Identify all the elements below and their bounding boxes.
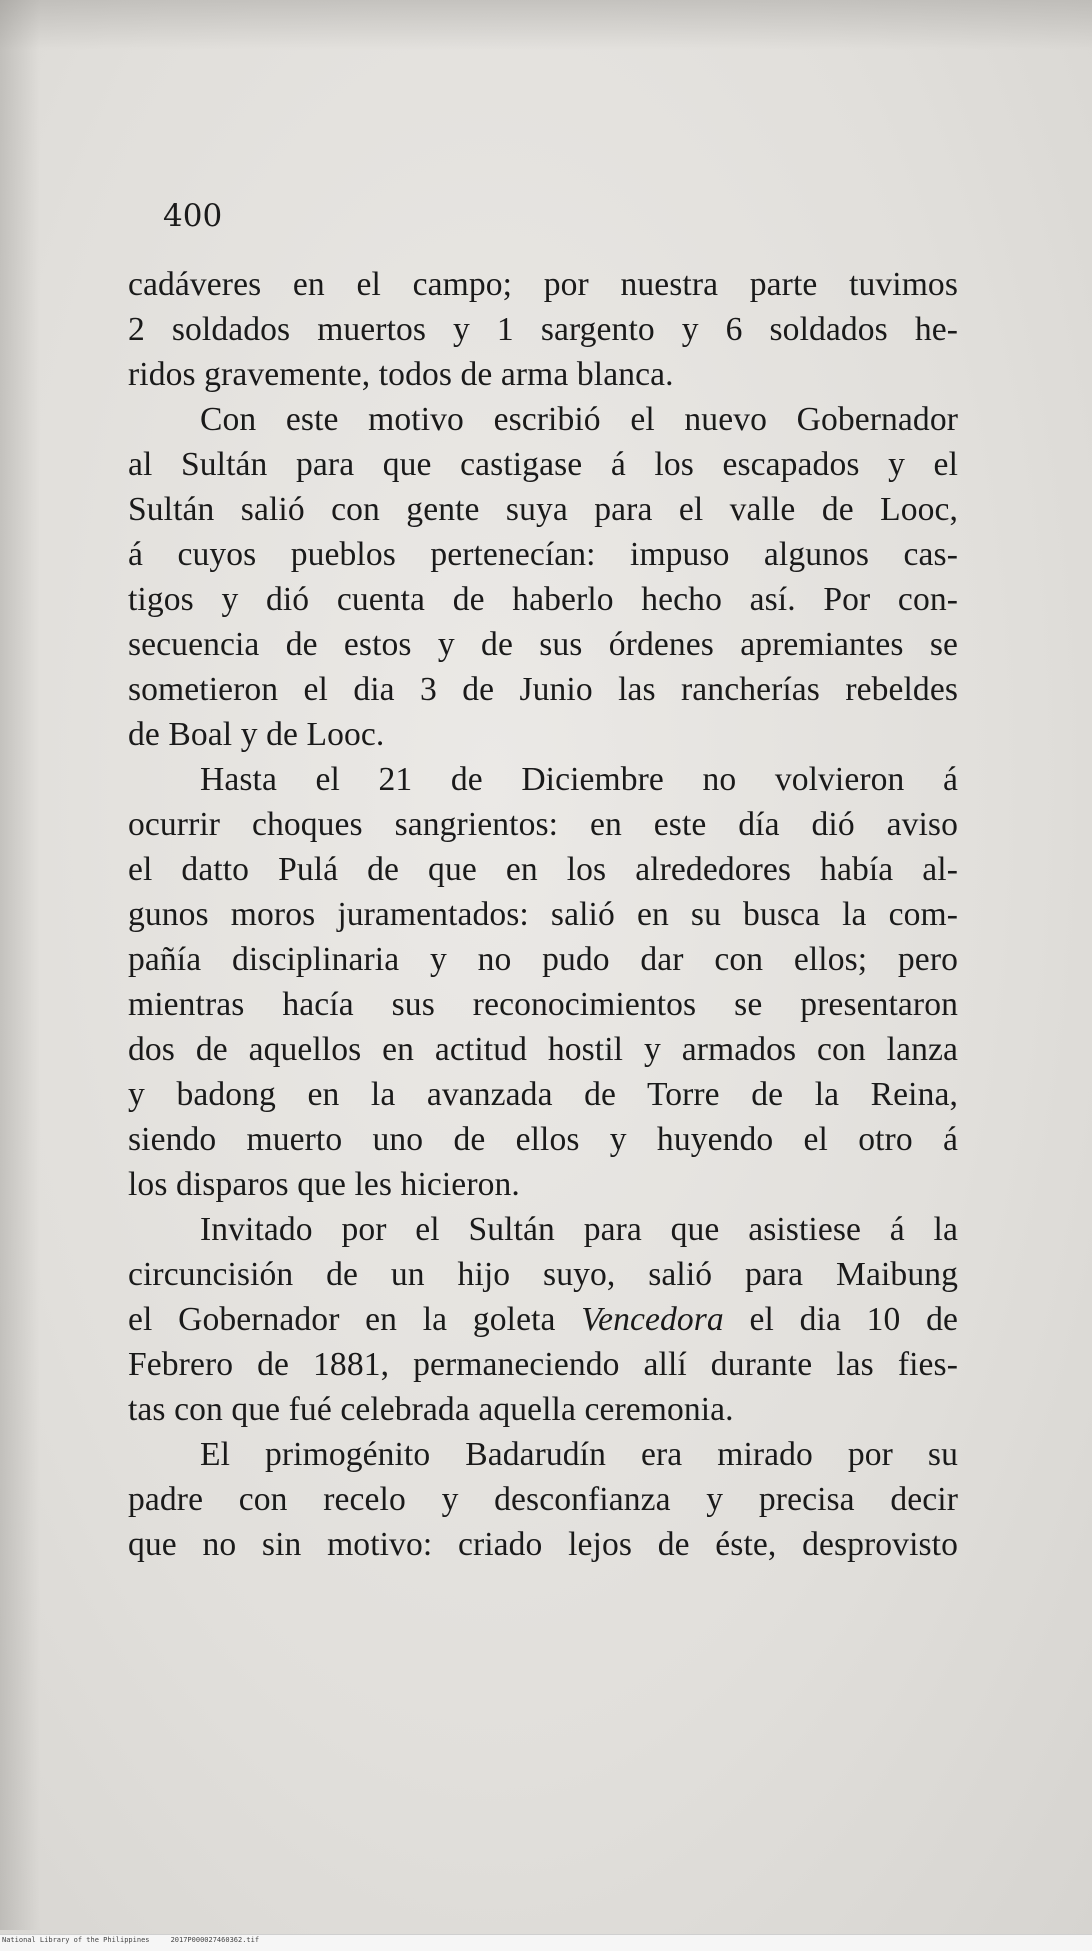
text-line: cadáveres en el campo; por nuestra parte tuvimos	[128, 266, 958, 303]
scan-gutter-shadow	[0, 0, 40, 1930]
text-line: ridos gravemente, todos de arma blanca.	[128, 356, 674, 393]
text-line: El primogénito Badarudín era mirado por su	[200, 1436, 958, 1473]
text-line: mientras hacía sus reconocimientos se presentaron	[128, 986, 958, 1023]
text-line: sometieron el dia 3 de Junio las rancherías rebeldes	[128, 671, 958, 708]
text-line: circuncisión de un hijo suyo, salió para Maibung	[128, 1256, 958, 1293]
page-number: 400	[163, 198, 223, 234]
text-line: que no sin motivo: criado lejos de éste, desprovisto	[128, 1526, 958, 1563]
text-line: dos de aquellos en actitud hostil y armados con lanza	[128, 1031, 958, 1068]
text-line: pañía disciplinaria y no pudo dar con ellos; pero	[128, 941, 958, 978]
text-line: al Sultán para que castigase á los escapados y el	[128, 446, 958, 483]
body-text	[128, 262, 958, 1567]
text-line: Invitado por el Sultán para que asistiese á la	[200, 1211, 958, 1248]
text-line: gunos moros juramentados: salió en su busca la com-	[128, 896, 958, 933]
text-line: padre con recelo y desconfianza y precisa decir	[128, 1481, 958, 1518]
text-line: de Boal y de Looc.	[128, 716, 385, 753]
text-line: tas con que fué celebrada aquella ceremonia.	[128, 1391, 734, 1428]
text-line: Sultán salió con gente suya para el valle de Looc,	[128, 491, 958, 528]
text-line: el datto Pulá de que en los alrededores había al-	[128, 851, 958, 888]
text-line: siendo muerto uno de ellos y huyendo el otro á	[128, 1121, 958, 1158]
text-line: tigos y dió cuenta de haberlo hecho así. Por con-	[128, 581, 958, 618]
text-line-part: el dia 10 de	[723, 1301, 958, 1338]
text-line: secuencia de estos y de sus órdenes apremiantes se	[128, 626, 958, 663]
scan-top-shadow	[0, 0, 1092, 50]
text-line-part: el Gobernador en la goleta	[128, 1301, 582, 1338]
text-line: Hasta el 21 de Diciembre no volvieron á	[200, 761, 958, 798]
text-line	[128, 1297, 958, 1342]
text-line: los disparos que les hicieron.	[128, 1166, 520, 1203]
text-line: 2 soldados muertos y 1 sargento y 6 soldados he-	[128, 311, 958, 348]
footer-caption: National Library of the Philippines 2017P000027460362.tif	[2, 1936, 260, 1944]
text-line: ocurrir choques sangrientos: en este día dió aviso	[128, 806, 958, 843]
text-line: Con este motivo escribió el nuevo Gobernador	[200, 401, 958, 438]
text-line: Febrero de 1881, permaneciendo allí durante las fies-	[128, 1346, 958, 1383]
ship-name: Vencedora	[581, 1301, 724, 1338]
text-line: y badong en la avanzada de Torre de la Reina,	[128, 1076, 958, 1113]
text-line: á cuyos pueblos pertenecían: impuso algunos cas-	[128, 536, 958, 573]
